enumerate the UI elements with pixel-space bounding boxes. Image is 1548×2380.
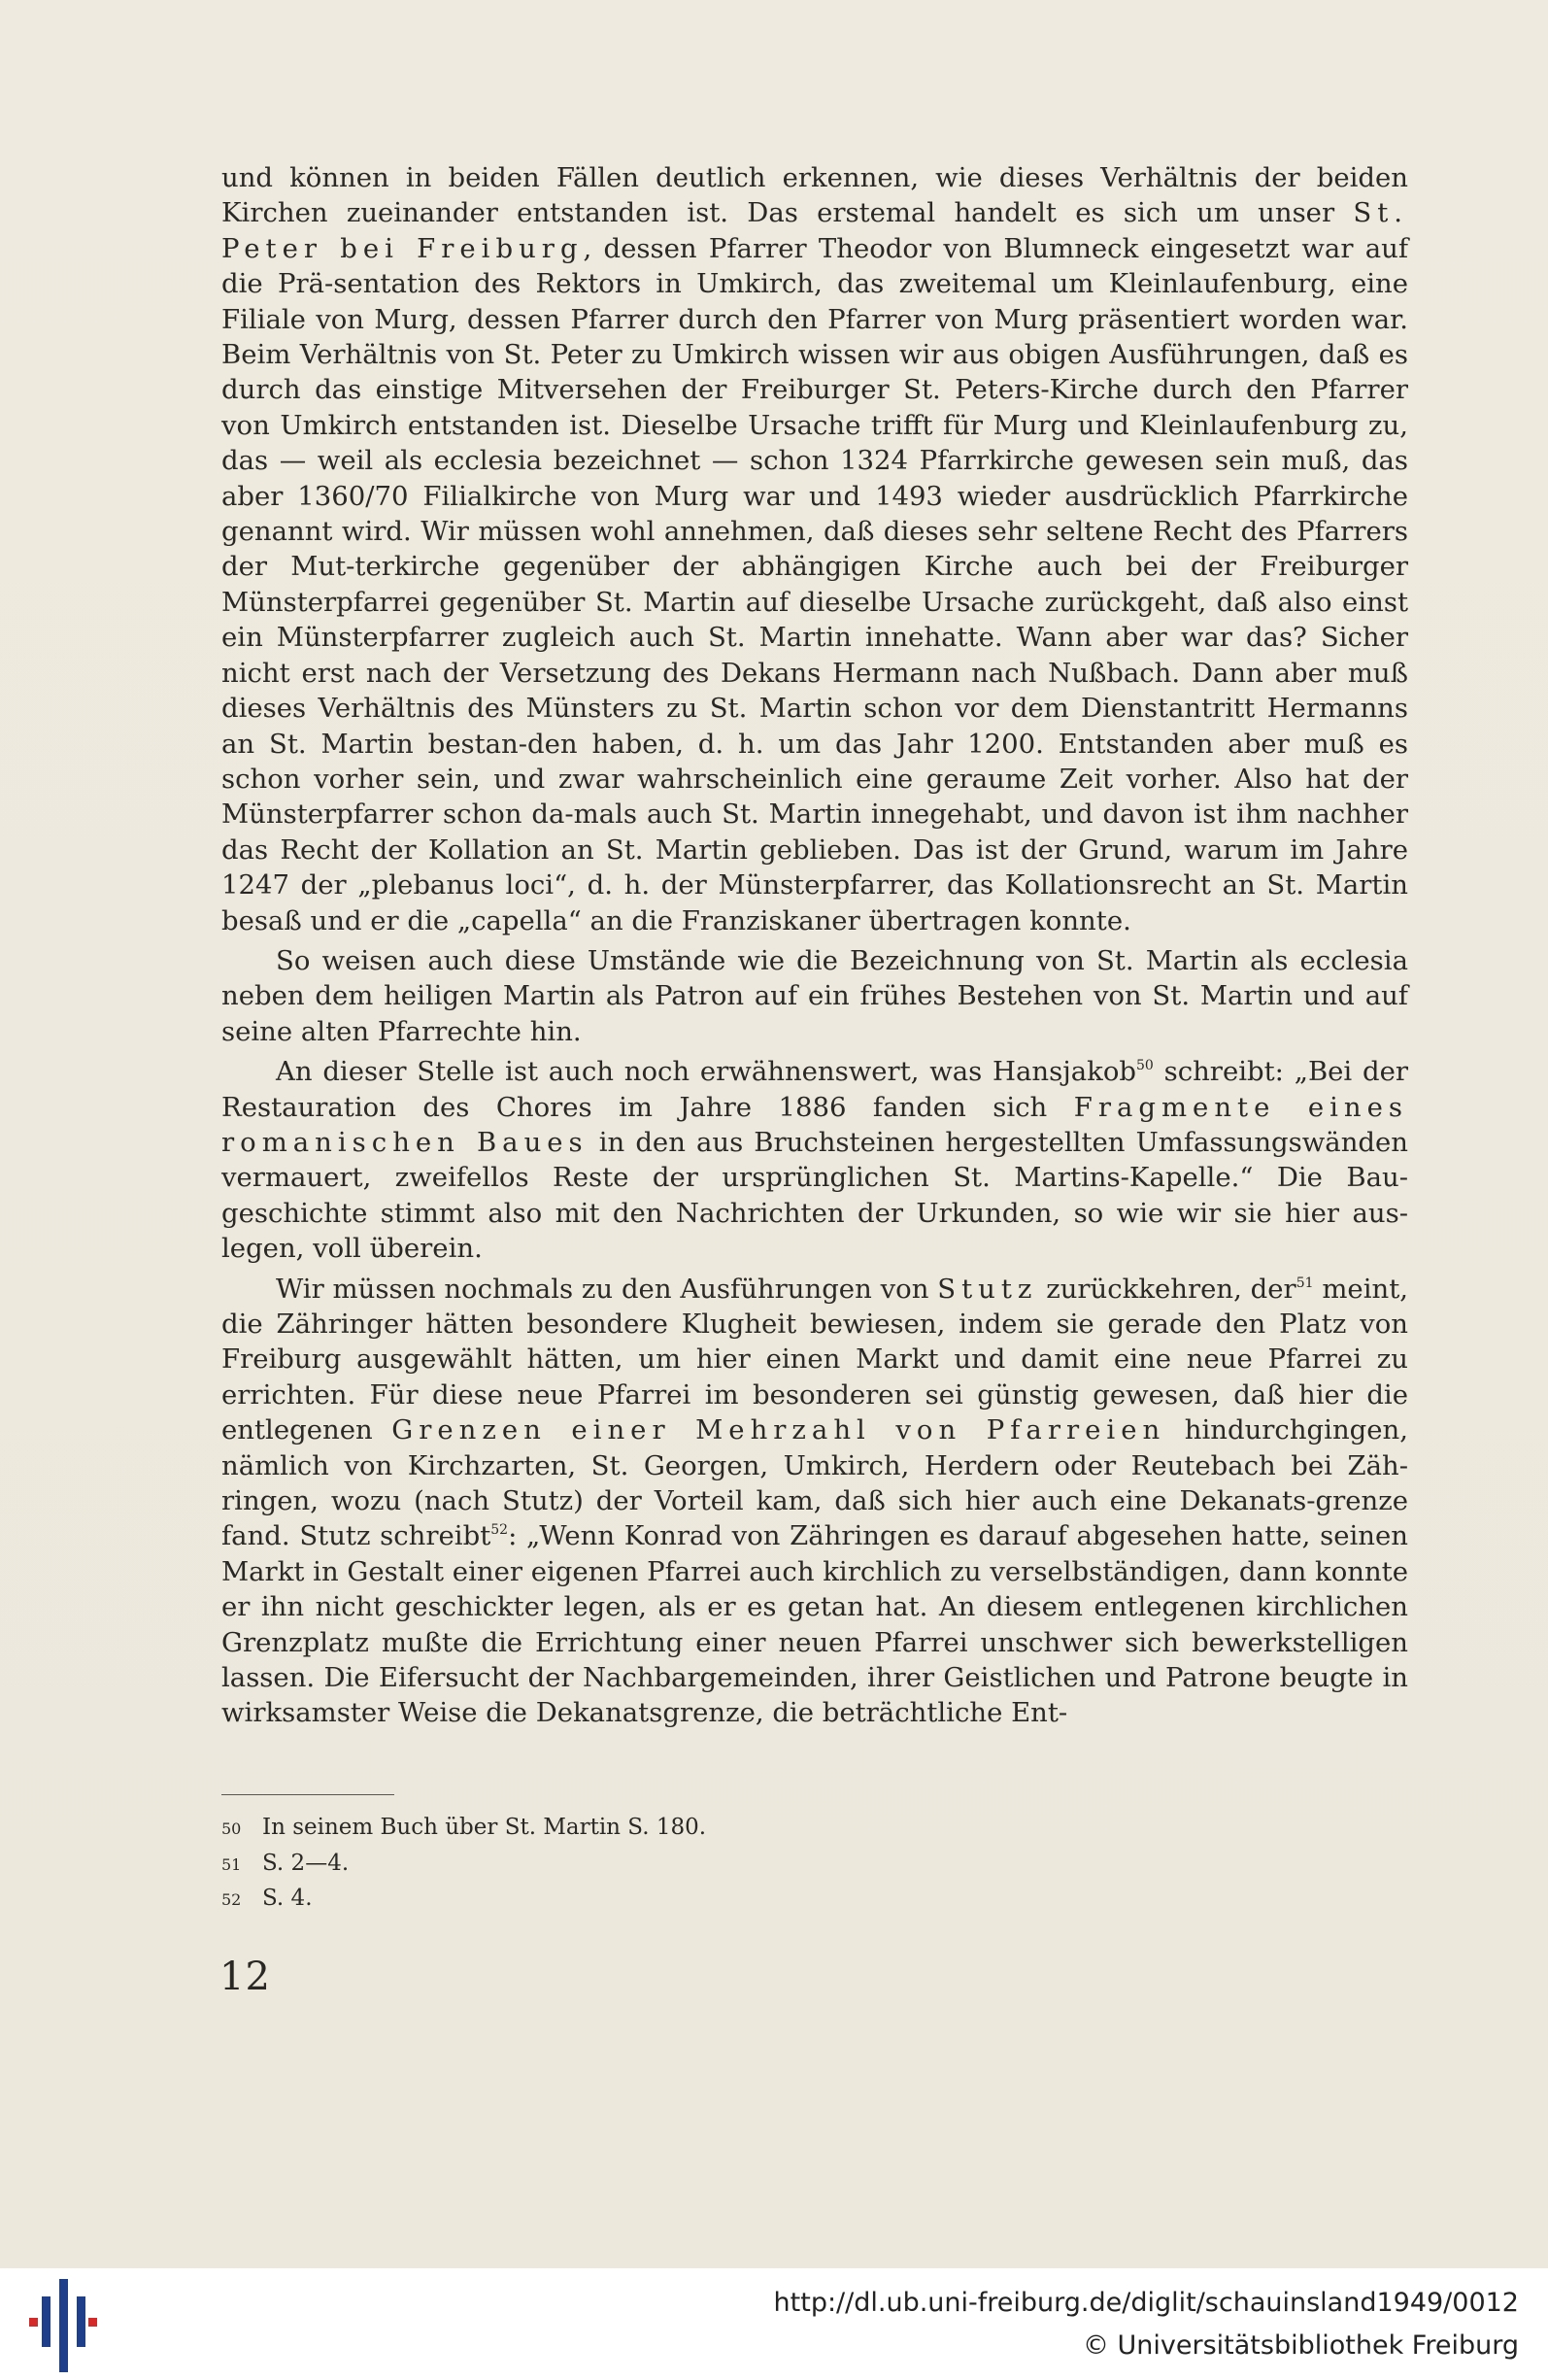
logo-bar bbox=[77, 2296, 85, 2347]
paragraph-1: und können in beiden Fällen deutlich erkennen, wie dieses Verhältnis der beiden Kirchen zueinander entstanden ist. Das erstemal handelt es sich um unser St. Peter bei Freiburg, dessen Pfarrer Theodor von Blumneck eingesetzt war auf die Prä-sentation des Rektors in Umkirch, das zweitemal um Kleinlaufenburg, eine Filiale von Murg, dessen Pfarrer durch den Pfarrer von Murg präsentiert worden war. Beim Verhältnis von St. Peter zu Umkirch wissen wir aus obigen Ausführungen, daß es durch das einstige Mitversehen der Freiburger St. Peters-Kirche durch den Pfarrer von Umkirch entstanden ist. Dieselbe Ursache trifft für Murg und Kleinlaufenburg zu, das — weil als ecclesia bezeichnet — schon 1324 Pfarrkirche gewesen sein muß, das aber 1360/70 Filialkirche von Murg war und 1493 wieder ausdrücklich Pfarrkirche genannt wird. Wir müssen wohl annehmen, daß dieses sehr seltene Recht des Pfarrers der Mut-terkirche gegenüber der abhängigen Kirche auch bei der Freiburger Münsterpfarrei gegenüber St. Martin auf dieselbe Ursache zurückgeht, daß also einst ein Münsterpfarrer zugleich auch St. Martin innehatte. Wann aber war das? Sicher nicht erst nach der Versetzung des Dekans Hermann nach Nußbach. Dann aber muß dieses Verhältnis des Münsters zu St. Martin schon vor dem Dienstantritt Hermanns an St. Martin bestan-den haben, d. h. um das Jahr 1200. Entstanden aber muß es schon vorher sein, und zwar wahrscheinlich eine geraume Zeit vorher. Also hat der Münsterpfarrer schon da-mals auch St. Martin innegehabt, und davon ist ihm nachher das Recht der Kollation an St. Martin geblieben. Das ist der Grund, warum im Jahre 1247 der „plebanus loci“, d. h. der Münsterpfarrer, das Kollationsrecht an St. Martin besaß und er die „capella“ an die Franziskaner übertragen konnte. bbox=[221, 162, 1408, 936]
viewer-footer bbox=[0, 2268, 1548, 2380]
spaced-emphasis: Stutz bbox=[937, 1273, 1038, 1305]
footnote-ref-51: 51 bbox=[1296, 1275, 1314, 1291]
spaced-emphasis: Fragmente eines romanischen Baues bbox=[221, 1091, 1408, 1158]
footnote-ref-50: 50 bbox=[1136, 1058, 1154, 1074]
logo-bar bbox=[59, 2279, 68, 2372]
ub-freiburg-logo-icon[interactable] bbox=[29, 2279, 97, 2372]
paragraph-4: Wir müssen nochmals zu den Ausführungen von Stutz zurückkehren, der$^{51}$ meint, die Zähringer hätten besondere Klugheit bewiesen, indem sie gerade den Platz von Freiburg ausgewählt hätten, um hier einen Markt und damit eine neue Pfarrei zu errichten. Für diese neue Pfarrei im besonderen sei günstig gewesen, daß hier die entlegenen Grenzen einer Mehrzahl von Pfarreien hindurchgingen, nämlich von Kirchzarten, St. Georgen, Umkirch, Herdern oder Reutebach bei Zäh-ringen, wozu (nach Stutz) der Vorteil kam, daß sich hier auch eine Dekanats-grenze fand. Stutz schreibt$^{52}$: „Wenn Konrad von Zähringen es darauf abgesehen hatte, seinen Markt in Gestalt einer eigenen Pfarrei auch kirchlich zu verselbständigen, dann konnte er ihn nicht geschickter legen, als er es getan hat. An diesem entlegenen kirchlichen Grenzplatz mußte die Errichtung einer neuen Pfarrei unschwer sich bewerkstelligen lassen. Die Eifersucht der Nachbargemeinden, ihrer Geistlichen und Patrone beugte in wirksamster Weise die Dekanatsgrenze, die beträchtliche Ent- bbox=[221, 1273, 1408, 1729]
footnote: 51 S. 2—4. bbox=[221, 1850, 350, 1876]
spaced-emphasis: St. Peter bei Freiburg bbox=[221, 197, 1408, 264]
copyright-notice: © Universitätsbibliothek Freiburg bbox=[1082, 2330, 1519, 2361]
main-text bbox=[221, 160, 1408, 1731]
footnote: 50 In seinem Buch über St. Martin S. 180. bbox=[221, 1815, 707, 1840]
footnote: 52 S. 4. bbox=[221, 1886, 313, 1911]
page-number: 12 bbox=[219, 1955, 271, 1999]
footnotes bbox=[221, 1811, 1095, 1918]
logo-dash bbox=[88, 2318, 97, 2327]
permalink-url[interactable]: http://dl.ub.uni-freiburg.de/diglit/schauinsland1949/0012 bbox=[773, 2288, 1519, 2318]
footnote-divider bbox=[221, 1794, 394, 1795]
paragraph-3: An dieser Stelle ist auch noch erwähnenswert, was Hansjakob$^{50}$ schreibt: „Bei der Restauration des Chores im Jahre 1886 fanden sich Fragmente eines romanischen Baues in den aus Bruchsteinen hergestellten Umfassungswänden vermauert, zweifellos Reste der ursprünglichen St. Martins-Kapelle.“ Die Bau-geschichte stimmt also mit den Nachrichten der Urkunden, so wie wir sie hier aus-legen, voll überein. bbox=[221, 1056, 1408, 1265]
logo-bar bbox=[42, 2296, 50, 2347]
footnote-ref-52: 52 bbox=[490, 1522, 509, 1539]
paragraph-2: So weisen auch diese Umstände wie die Bezeichnung von St. Martin als ecclesia neben dem heiligen Martin als Patron auf ein frühes Bestehen von St. Martin und auf seine alten Pfarrechte hin. bbox=[221, 944, 1408, 1047]
logo-dash bbox=[29, 2318, 38, 2327]
spaced-emphasis: Grenzen einer Mehrzahl von Pfarreien bbox=[391, 1414, 1166, 1446]
